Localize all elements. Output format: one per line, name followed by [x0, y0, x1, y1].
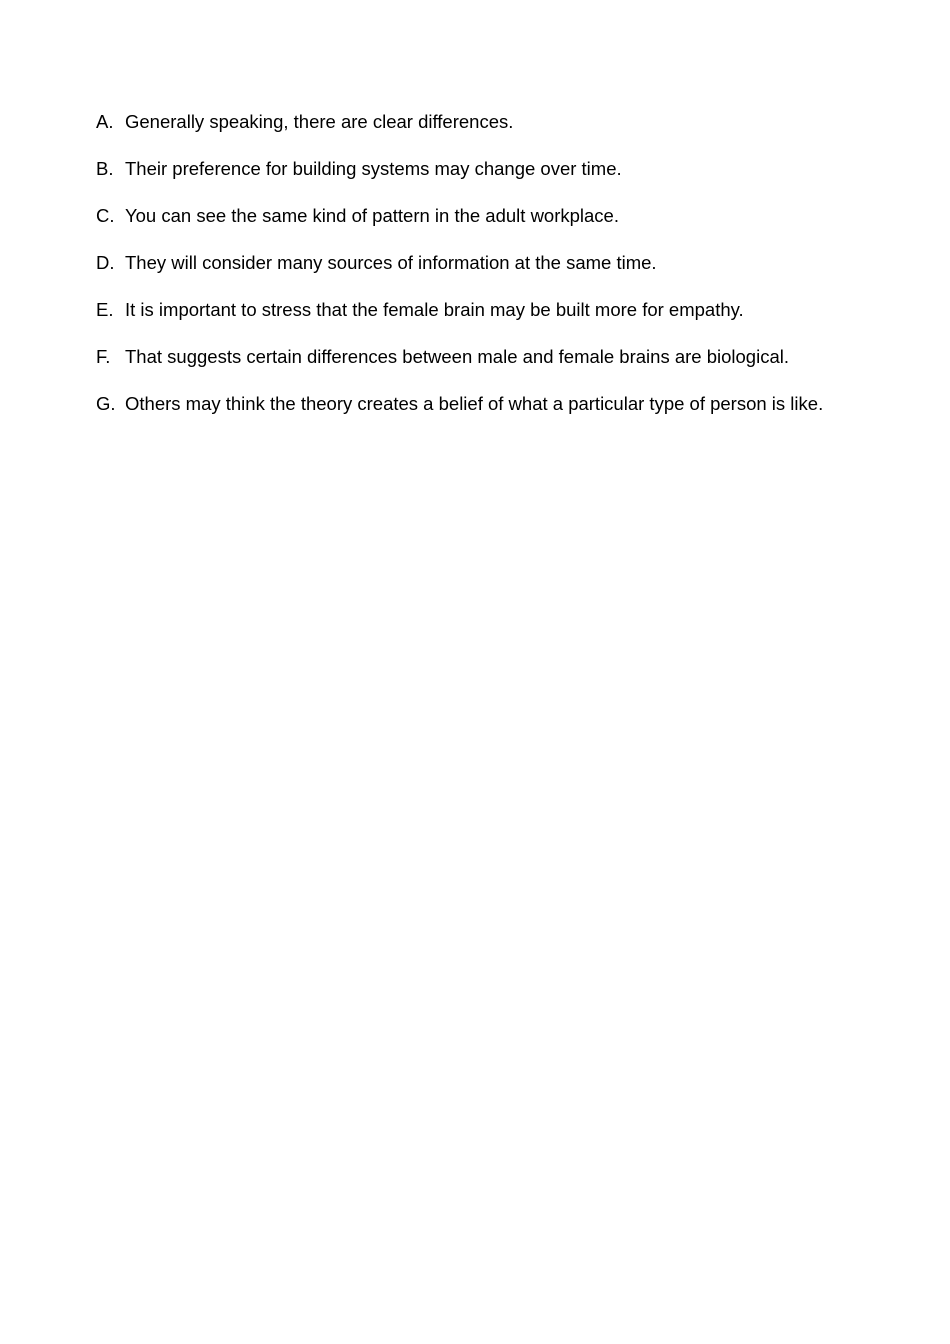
- option-text: You can see the same kind of pattern in the adult workplace.: [125, 205, 619, 226]
- option-letter: A.: [96, 111, 114, 132]
- option-item-a: [96, 108, 916, 155]
- option-letter: G.: [96, 393, 116, 414]
- option-text: They will consider many sources of information at the same time.: [125, 252, 657, 273]
- option-item-g: [96, 390, 916, 437]
- option-letter: D.: [96, 252, 115, 273]
- option-item-b: [96, 155, 916, 202]
- option-letter: C.: [96, 205, 115, 226]
- option-text: It is important to stress that the female brain may be built more for empathy.: [125, 299, 744, 320]
- option-letter: B.: [96, 158, 114, 179]
- option-letter: F.: [96, 346, 111, 367]
- option-item-e: [96, 296, 916, 343]
- option-text: That suggests certain differences between male and female brains are biological.: [125, 346, 789, 367]
- option-item-f: [96, 343, 916, 390]
- option-item-c: [96, 202, 916, 249]
- option-text: Their preference for building systems may change over time.: [125, 158, 622, 179]
- option-text: Generally speaking, there are clear differences.: [125, 111, 514, 132]
- option-item-d: [96, 249, 916, 296]
- option-text: Others may think the theory creates a belief of what a particular type of person is like.: [125, 393, 824, 414]
- option-letter: E.: [96, 299, 114, 320]
- options-list: [96, 108, 916, 437]
